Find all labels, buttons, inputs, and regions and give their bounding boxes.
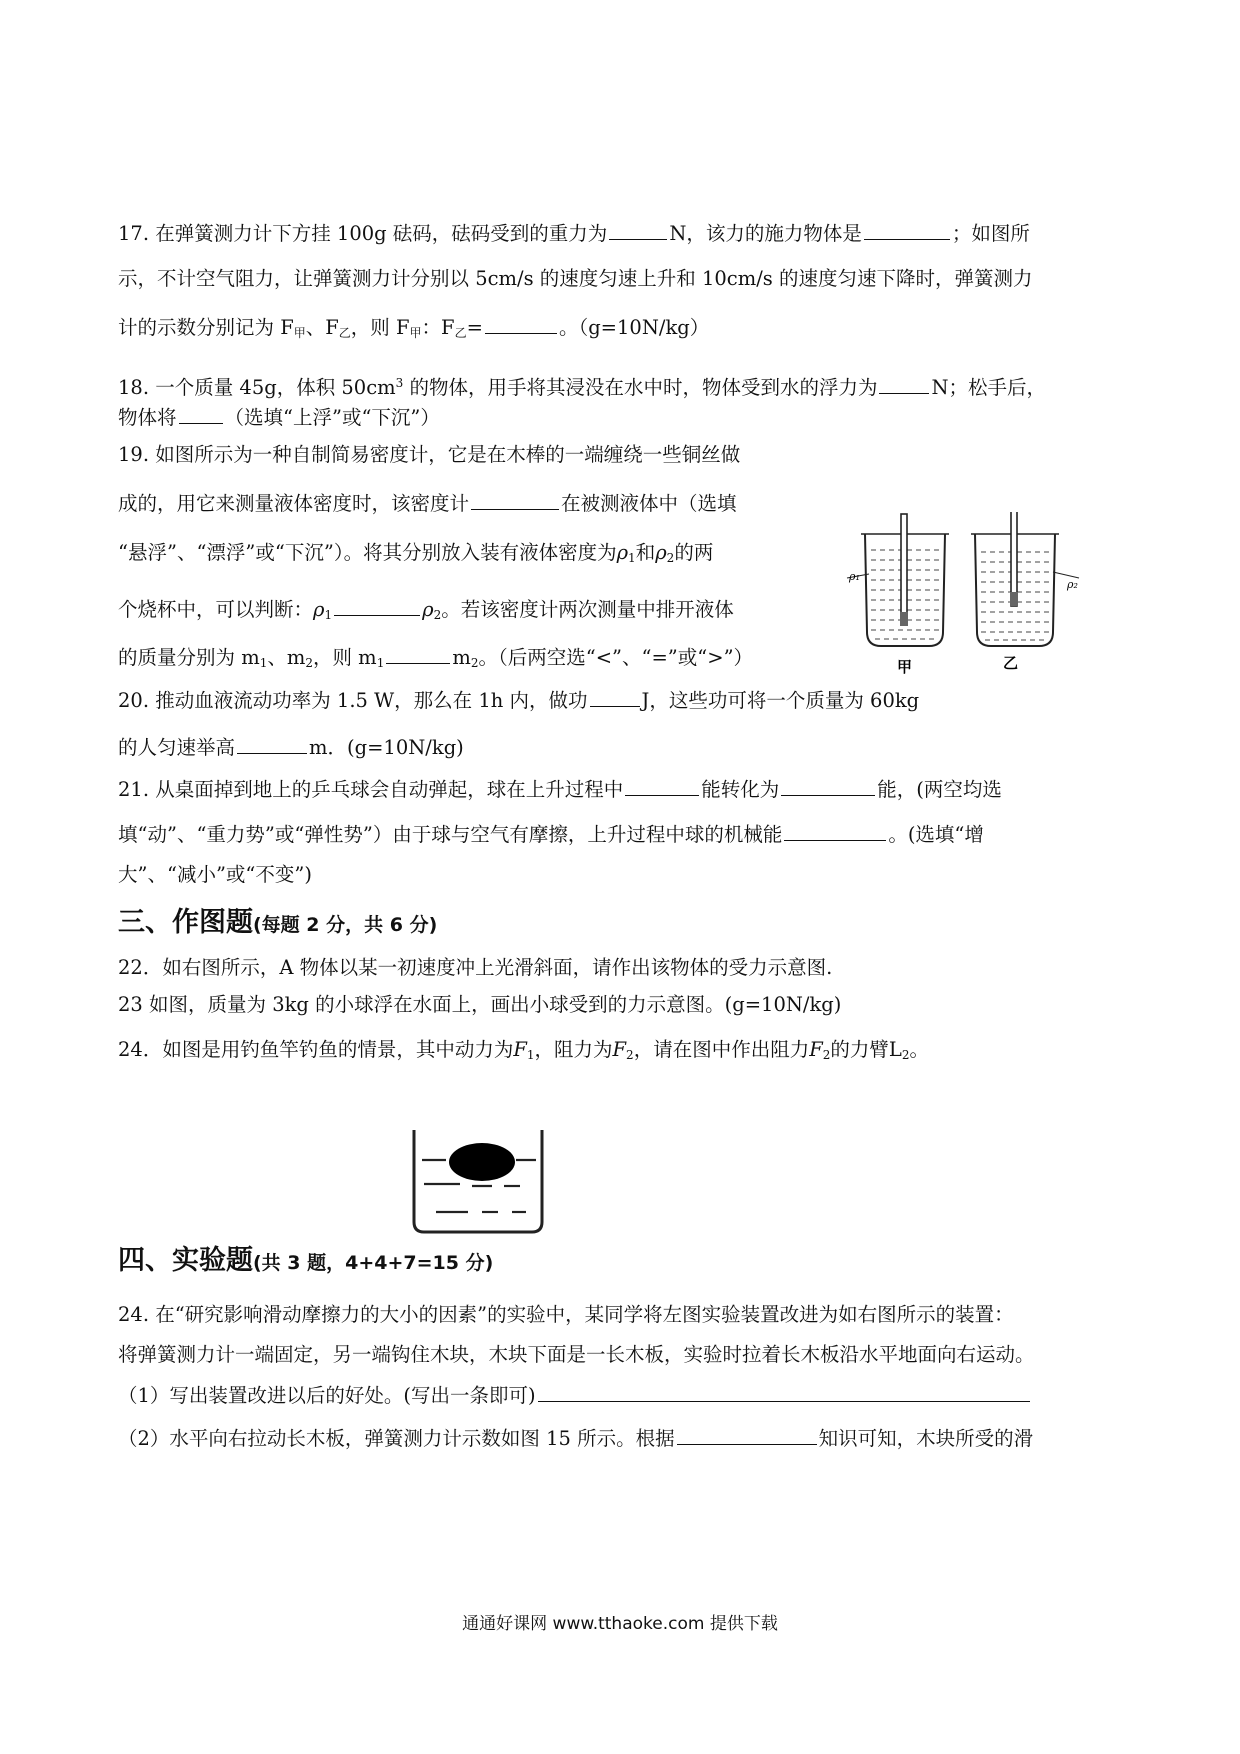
- answer-blank[interactable]: [590, 688, 640, 707]
- q21-line3: 大”、“减小”或“不变”): [118, 863, 312, 886]
- answer-blank[interactable]: [334, 597, 420, 616]
- q24-exp-line1: 24. 在“研究影响滑动摩擦力的大小的因素”的实验中，某同学将左图实验装置改进为如右图所示的装置：: [118, 1303, 1014, 1326]
- q20-line2: 的人匀速举高 m．(g=10N/kg): [118, 736, 464, 759]
- answer-blank[interactable]: [879, 375, 929, 394]
- answer-blank[interactable]: [784, 822, 886, 841]
- beaker-jia: [847, 514, 949, 646]
- hydrometer-beakers-figure: [845, 512, 1085, 684]
- q23: 23 如图，质量为 3kg 的小球浮在水面上，画出小球受到的力示意图。(g=10N/kg): [118, 993, 842, 1016]
- label-yi: 乙: [1003, 654, 1019, 672]
- q21-line2: 填“动”、“重力势”或“弹性势”）由于球与空气有摩擦，上升过程中球的机械能 。(选填“增: [118, 823, 984, 846]
- answer-blank[interactable]: [485, 315, 557, 334]
- q17-line2: 示，不计空气阻力，让弹簧测力计分别以 5cm/s 的速度匀速上升和 10cm/s 的速度匀速下降时，弹簧测力: [118, 267, 1033, 290]
- section-3-heading: 三、作图题(每题 2 分，共 6 分): [118, 907, 438, 938]
- beaker-yi: [971, 512, 1079, 646]
- q19-line4: 个烧杯中，可以判断：$\rho_1$ $\rho_2$。若该密度计两次测量中排开液体: [118, 598, 734, 622]
- answer-blank[interactable]: [179, 405, 223, 424]
- page-footer: 通通好课网 www.tthaoke.com 提供下载: [462, 1614, 778, 1634]
- q17-line1: 17. 在弹簧测力计下方挂 100g 砝码，砝码受到的重力为 N，该力的施力物体是 ；如图所: [118, 222, 1030, 245]
- label-jia: 甲: [897, 658, 913, 676]
- q20-line1: 20. 推动血液流动功率为 1.5 W，那么在 1h 内，做功 J，这些功可将一个质量为 60kg: [118, 689, 920, 712]
- q19-line2: 成的，用它来测量液体密度时，该密度计 在被测液体中（选填: [118, 492, 737, 515]
- q22: 22．如右图所示，A 物体以某一初速度冲上光滑斜面，请作出该物体的受力示意图.: [118, 956, 833, 979]
- rho2-label: ρ₂: [1067, 578, 1078, 591]
- q19-line5: 的质量分别为 $m_1$、$m_2$，则 $m_1$ $m_2$。（后两空选“<”、“=”或“>”）: [118, 646, 754, 670]
- answer-blank[interactable]: [471, 491, 559, 510]
- q24-fishing: 24．如图是用钓鱼竿钓鱼的情景，其中动力为$F_1$，阻力为$F_2$，请在图中作出阻力$F_2$的力臂$L_2$。: [118, 1038, 929, 1062]
- answer-blank[interactable]: [237, 735, 307, 754]
- q18-line2: 物体将 （选填“上浮”或“下沉”）: [118, 406, 440, 429]
- rho1-label: ρ₁: [849, 570, 860, 583]
- ball: [449, 1143, 515, 1181]
- answer-blank[interactable]: [625, 777, 699, 796]
- q24-exp-line2: 将弹簧测力计一端固定，另一端钩住木块，木块下面是一长木板，实验时拉着长木板沿水平地面向右运动。: [118, 1343, 1035, 1366]
- answer-blank[interactable]: [677, 1426, 817, 1445]
- q24-exp-part1: （1）写出装置改进以后的好处。(写出一条即可): [118, 1383, 1032, 1409]
- answer-blank[interactable]: [386, 645, 450, 664]
- answer-blank[interactable]: [538, 1383, 1030, 1402]
- q19-line1: 19. 如图所示为一种自制简易密度计，它是在木棒的一端缠绕一些铜丝做: [118, 443, 741, 466]
- answer-blank[interactable]: [864, 221, 950, 240]
- section-4-heading: 四、实验题(共 3 题，4+4+7=15 分): [118, 1245, 494, 1276]
- q21-line1: 21. 从桌面掉到地上的乒乓球会自动弹起，球在上升过程中 能转化为 能，(两空均选: [118, 778, 1002, 801]
- answer-blank[interactable]: [609, 221, 667, 240]
- answer-blank[interactable]: [781, 777, 875, 796]
- q19-line3: “悬浮”、“漂浮”或“下沉”）。将其分别放入装有液体密度为$\rho_1$和$\rho_2$的两: [118, 541, 714, 565]
- q18-line1: 18. 一个质量 45g，体积 $50cm^3$ 的物体，用手将其浸没在水中时，物体受到水的浮力为 N；松手后，: [118, 376, 1047, 399]
- q24-exp-part2: （2）水平向右拉动长木板，弹簧测力计示数如图 15 所示。根据 知识可知，木块所受的滑: [118, 1427, 1034, 1450]
- floating-ball-figure: [408, 1128, 550, 1238]
- q17-line3: 计的示数分别记为 $F_甲$、$F_乙$，则 $F_甲$：$F_乙=$ 。（g=10N/kg）: [118, 316, 710, 340]
